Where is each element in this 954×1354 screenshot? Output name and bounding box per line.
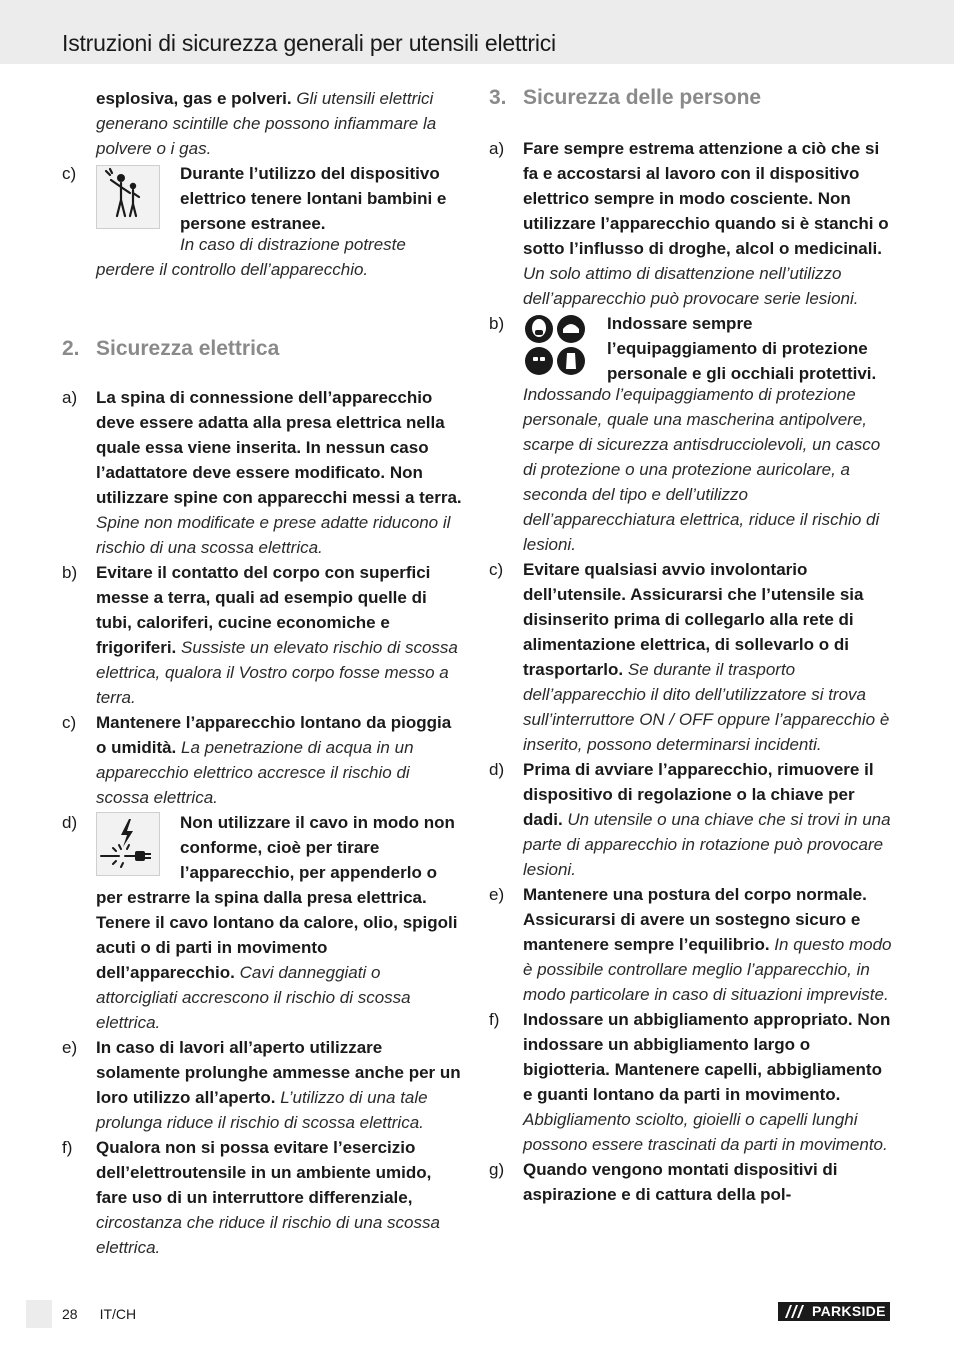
item-label: f) xyxy=(489,1010,500,1029)
item-label: e) xyxy=(62,1038,78,1057)
page-title: Istruzioni di sicurezza generali per utensili elettrici xyxy=(62,30,556,56)
section-title-electrical-safety xyxy=(62,334,466,364)
item-label: c) xyxy=(489,560,504,579)
item-italic: In caso di distrazione potreste perdere il controllo dell’apparecchio. xyxy=(96,235,406,279)
page-number: 28 xyxy=(62,1306,78,1322)
left-column xyxy=(62,86,466,1260)
item-bold: Quando vengono montati dispositivi di aspirazione e di cattura della pol- xyxy=(523,1160,838,1204)
item-bold: La spina di connessione dell’apparecchio deve essere adatta alla presa elettrica nella quale essa viene inserita. In nessun caso l’adattatore deve essere modificato. Non utilizzare spine con apparecchi messi a terra. xyxy=(96,388,462,507)
list-item-a-plug xyxy=(62,385,466,560)
item-bold: Fare sempre estrema attenzione a ciò che si fa e accostarsi al lavoro con il dispositivo elettrico sempre in modo cosciente. Non utilizzare l’apparecchio quando si è stanchi o sotto l’influsso di droghe, alcol o medicinali. xyxy=(523,139,889,258)
section-title-text: Sicurezza delle persone xyxy=(523,86,762,109)
intro-paragraph xyxy=(62,86,466,161)
list-item-g-dust-extraction xyxy=(489,1157,893,1207)
item-italic: circostanza che riduce il rischio di una scossa elettrica. xyxy=(96,1213,440,1257)
item-label: a) xyxy=(489,139,505,158)
locale-code: IT/CH xyxy=(99,1306,137,1322)
list-item-b-ppe xyxy=(489,311,893,557)
brand-slashes-icon xyxy=(782,1302,808,1321)
item-italic: L’utilizzo di una tale prolunga riduce il rischio di scossa elettrica. xyxy=(96,1088,428,1132)
item-label: f) xyxy=(62,1138,73,1157)
intro-italic: Gli utensili elettrici generano scintille che possono infiammare la polvere o i gas. xyxy=(96,89,437,158)
item-bold: Evitare il contatto del corpo con superfici messe a terra, quali ad esempio quelle di tubi, caloriferi, cucine economiche e frigoriferi. xyxy=(96,563,431,657)
item-label: b) xyxy=(489,314,505,333)
section-number: 2. xyxy=(62,337,80,360)
item-bold: Prima di avviare l’apparecchio, rimuovere il dispositivo di regolazione o la chiave per dadi. xyxy=(523,760,874,829)
section-number: 3. xyxy=(489,86,507,109)
item-bold: Indossare sempre l’equipaggiamento di protezione personale e gli occhiali protettivi. xyxy=(607,314,877,383)
item-label: c) xyxy=(62,713,77,732)
item-italic: Un utensile o una chiave che si trovi in una parte di apparecchio in rotazione può provocare lesioni. xyxy=(523,810,891,879)
section-title-personal-safety xyxy=(489,83,893,113)
item-label: c) xyxy=(62,164,77,183)
item-label: g) xyxy=(489,1160,505,1179)
children-keep-away-icon xyxy=(96,165,160,229)
item-italic: In questo modo è possibile controllare meglio l’apparecchio, in modo particolare in caso di situazioni impreviste. xyxy=(523,935,892,1004)
list-item-c-rain xyxy=(62,710,466,810)
item-italic: Spine non modificate e prese adatte riducono il rischio di una scossa elettrica. xyxy=(96,513,451,557)
list-item-c-unintentional-start xyxy=(489,557,893,757)
item-label: b) xyxy=(62,563,78,582)
right-column xyxy=(489,86,893,1207)
list-item-f-humid xyxy=(62,1135,466,1260)
cable-shock-icon xyxy=(96,812,160,876)
item-italic: Cavi danneggiati o attorcigliati accrescono il rischio di scossa elettrica. xyxy=(96,963,411,1032)
list-item-e-outdoor xyxy=(62,1035,466,1135)
section-title-text: Sicurezza elettrica xyxy=(96,337,280,360)
item-bold: Durante l’utilizzo del dispositivo elettrico tenere lontani bambini e persone estranee. xyxy=(180,164,447,233)
item-label: d) xyxy=(489,760,505,779)
brand-name: PARKSIDE xyxy=(812,1303,886,1319)
list-item-f-clothing xyxy=(489,1007,893,1157)
list-item-d-cable xyxy=(62,810,466,1035)
list-item-c-children xyxy=(62,161,466,282)
item-label: a) xyxy=(62,388,78,407)
item-italic: La penetrazione di acqua in un apparecchio elettrico accresce il rischio di scossa elettrica. xyxy=(96,738,414,807)
list-item-a-attention xyxy=(489,136,893,311)
page-number-marker xyxy=(26,1300,52,1328)
item-bold: Mantenere una postura del corpo normale. Assicurarsi di avere un sostegno sicuro e mantenere sempre l’equilibrio. xyxy=(523,885,867,954)
item-italic: Se durante il trasporto dell’apparecchio il dito dell’utilizzatore si trova sull’interruttore ON / OFF oppure l’apparecchio è inserito, possono determinarsi incidenti. xyxy=(523,660,890,754)
list-item-d-adjusting-key xyxy=(489,757,893,882)
intro-bold: esplosiva, gas e polveri. xyxy=(96,89,292,108)
item-label: d) xyxy=(62,813,78,832)
item-bold: Indossare un abbigliamento appropriato. Non indossare un abbigliamento largo o bigiotteria. Mantenere capelli, abbigliamento e guanti lontano da parti in movimento. xyxy=(523,1010,891,1104)
ppe-icons xyxy=(523,313,587,377)
page-footer xyxy=(62,1305,158,1323)
item-bold: Mantenere l’apparecchio lontano da pioggia o umidità. xyxy=(96,713,452,757)
item-italic: Abbigliamento sciolto, gioielli o capelli lunghi possono essere trascinati da parti in movimento. xyxy=(523,1110,888,1154)
list-item-b-grounded-surfaces xyxy=(62,560,466,710)
page-header xyxy=(0,0,954,64)
item-italic: Sussiste un elevato rischio di scossa elettrica, qualora il Vostro corpo fosse messo a terra. xyxy=(96,638,458,707)
item-bold: Evitare qualsiasi avvio involontario dell’utensile. Assicurarsi che l’utensile sia disinserito prima di collegarlo alla rete di alimentazione elettrica, di sollevarlo o di trasportarlo. xyxy=(523,560,864,679)
item-label: e) xyxy=(489,885,505,904)
item-bold: Non utilizzare il cavo in modo non conforme, cioè per tirare l’apparecchio, per appenderlo o per estrarre la spina dalla presa elettrica. Tenere il cavo lontano da calore, olio, spigoli acuti o di parti in movimento dell’apparecchio. xyxy=(96,813,458,982)
item-bold: Qualora non si possa evitare l’esercizio dell’elettroutensile in un ambiente umido, fare uso di un interruttore differenziale, xyxy=(96,1138,432,1207)
list-item-e-posture xyxy=(489,882,893,1007)
item-italic: Un solo attimo di disattenzione nell’utilizzo dell’apparecchio può provocare serie lesioni. xyxy=(523,264,859,308)
item-bold: In caso di lavori all’aperto utilizzare solamente prolunghe ammesse anche per un loro utilizzo all’aperto. xyxy=(96,1038,461,1107)
brand-logo xyxy=(778,1302,890,1321)
item-italic: Indossando l’equipaggiamento di protezione personale, quale una mascherina antipolvere, scarpe di sicurezza antisdrucciolevoli, un casco di protezione o una protezione auricolare, a seconda del tipo e dell’utilizzo dell’apparecchiatura elettrica, riduce il rischio di lesioni. xyxy=(523,385,881,554)
